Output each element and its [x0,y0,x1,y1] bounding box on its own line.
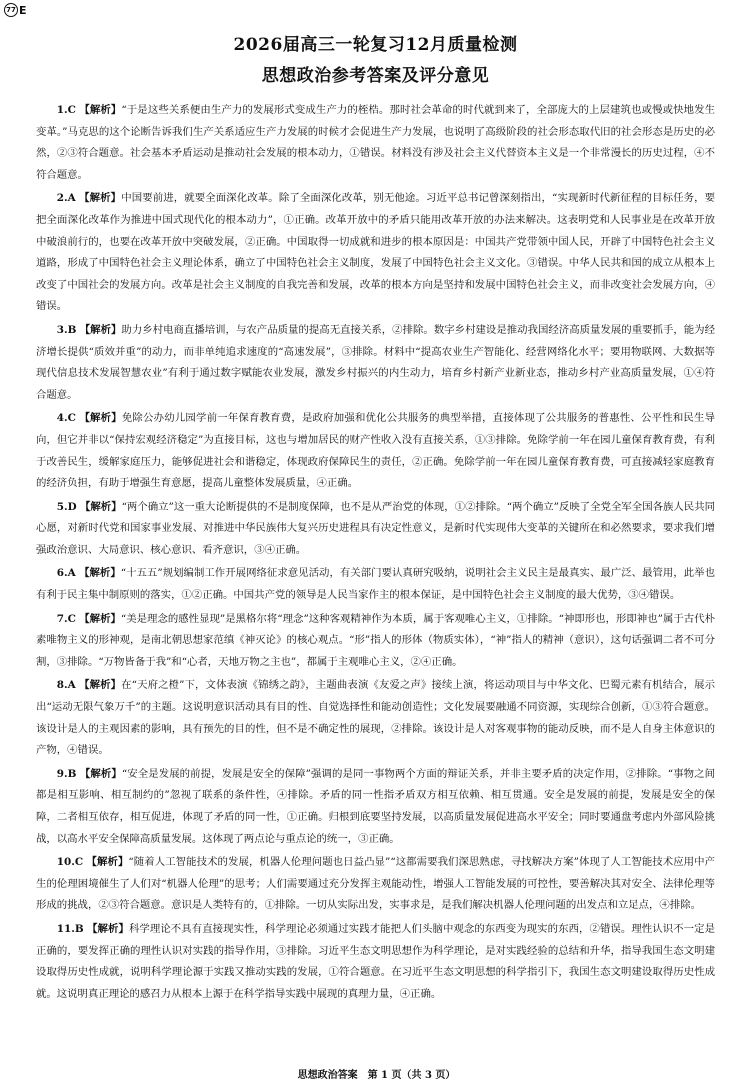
answer-item-9 [36,764,715,850]
analysis-tag: 【解析】 [79,323,122,336]
analysis-text: “随着人工智能技术的发展，机器人伦理问题也日益凸显”“这都需要我们深思熟虑，寻找解决方案”体现了人工智能技术应用中产生的伦理困境催生了人们对“机器人伦理”的思考；人们需要通过充分发挥主观能动性，增强人工智能发展的可控性，要善解决其对安全、法律伦理等形成的挑战，②③符合题意。意识是人类特有的，①排除。一切从实际出发，实事求是，是我们解决机器人伦理问题的出发点和立足点，④排除。 [36,856,716,912]
question-number: 3.B [56,323,77,336]
paper-code-badge [4,3,27,17]
analysis-tag: 【解析】 [79,412,122,425]
analysis-tag: 【解析】 [79,567,121,580]
answer-item-3 [36,320,715,406]
answer-item-10 [36,852,715,917]
page-footer: 思想政治答案 第 1 页（共 3 页） [297,1070,456,1081]
question-number: 10.C [56,856,84,869]
question-number: 4.C [56,412,76,425]
answer-item-4 [36,408,715,494]
analysis-text: 科学理论不具有直接现实性，科学理论必须通过实践才能把人们头脑中观念的东西变为现实的东西，②错误。理性认识不一定是正确的，要发挥正确的理性认识对实践的指导作用，③排除。习近平生态文明思想作为科学理论，是对实践经验的总结和升华，指导我国生态文明建设取得历史性成就，说明科学理论源于实践又推动实践的发展，①符合题意。在习近平生态文明思想的科学指引下，我国生态文明建设取得历史性成就。这说明真正理论的感召力从根本上源于在科学指导实践中展现的真理力量，④正确。 [36,922,716,1000]
question-number: 11.B [56,922,84,935]
analysis-text: “于是这些关系便由生产力的发展形式变成生产力的桎梏。那时社会革命的时代就到来了，全部庞大的上层建筑也或慢或快地发生变革。”马克思的这个论断告诉我们生产关系适应生产力发展的时候才会促进生产力发展，也说明了高级阶段的社会形态取代旧的社会形态是历史的必然，②③符合题意。社会基本矛盾运动是推动社会发展的根本动力，①错误。材料没有涉及社会主义代替资本主义是一个非常漫长的历史过程，④不符合题意。 [36,104,715,181]
analysis-text: “安全是发展的前提，发展是安全的保障”强调的是同一事物两个方面的辩证关系，并非主要矛盾的决定作用，②排除。“事物之间都是相互影响、相互制约的”忽视了联系的条件性，④排除。矛盾的同一性指矛盾双方相互依赖、相互贯通。安全是发展的前提，发展是安全的保障，二者相互依存，相互促进，体现了矛盾的同一性，①正确。归根到底要坚持发展，以高质量发展促进高水平安全；同时要通盘考虑内外部风险挑战，以高水平安全保障高质量发展。这体现了两点论与重点论的统一，③正确。 [36,767,715,845]
analysis-text: “十五五”规划编制工作开展网络征求意见活动，有关部门要认真研究吸纳，说明社会主义民主是最真实、最广泛、最管用，此举也有利于民主集中制原则的落实，①②正确。中国共产党的领导是人民当家作主的根本保证，是中国特色社会主义制度的最大优势，③④错误。 [36,567,715,602]
answer-item-8 [36,675,715,761]
analysis-text: 中国要前进，就要全面深化改革。除了全面深化改革，别无他途。习近平总书记曾深刻指出，“实现新时代新征程的目标任务，要把全面深化改革作为推进中国式现代化的根本动力”，①正确。改革开放中的矛盾只能用改革开放的办法来解决。这表明党和人民事业是在改革开放中破浪前行的，也要在改革开放中突破发展，②正确。中国取得一切成就和进步的根本原因是：中国共产党带领中国人民，开辟了中国特色社会主义道路，形成了中国特色社会主义理论体系，确立了中国特色社会主义制度，发展了中国特色社会主义文化。③错误。中华人民共和国的成立从根本上改变了中国社会的发展方向。改革是社会主义制度的自我完善和发展，改革的根本方向是坚持和发展中国特色社会主义，而非改变社会发展方向，④错误。 [36,192,715,313]
answer-item-11 [36,919,715,1005]
paper-code-circle: 77 [4,3,18,17]
analysis-tag: 【解析】 [79,104,122,116]
question-number: 6.A [56,567,76,580]
answer-item-1 [36,100,715,186]
analysis-tag: 【解析】 [87,922,129,935]
analysis-tag: 【解析】 [79,767,122,780]
analysis-text: 助力乡村电商直播培训，与农产品质量的提高无直接关系，②排除。数字乡村建设是推动我国经济高质量发展的重要抓手，能为经济增长提供“质效并重”的动力，而非单纯追求速度的“高速发展”，③排除。材料中“提高农业生产智能化、经营网络化水平；要用物联网、大数据等现代信息技术发展智慧农业”有利于通过数字赋能农业发展，激发乡村振兴的内生动力，培育乡村新产业新业态，推动乡村产业高质量发展，①④符合题意。 [36,323,715,401]
question-number: 9.B [56,767,77,780]
analysis-text: “两个确立”这一重大论断提供的不是制度保障，也不是从严治党的体现，①②排除。“两个确立”反映了全党全军全国各族人民共同心愿，对新时代党和国家事业发展、对推进中华民族伟大复兴历史进程具有决定性意义，是新时代实现伟大变革的关键所在和必然要求，要求我们增强政治意识、大局意识、核心意识、看齐意识，③④正确。 [36,500,715,556]
analysis-tag: 【解析】 [86,856,129,869]
answer-list [36,100,715,1005]
analysis-tag: 【解析】 [79,500,122,513]
answer-item-2 [36,188,715,318]
answer-item-5 [36,497,715,562]
analysis-text: “美是理念的感性显现”是黑格尔将“理念”这种客观精神作为本质，属于客观唯心主义，①排除。“神即形也，形即神也”属于古代朴素唯物主义的形神观，是南北朝思想家范缜《神灭论》的核心观点。“形”指人的形体（物质实体），“神”指人的精神（意识），这句话强调二者不可分割，③排除。“万物皆备于我”和“心者，天地万物之主也”，都属于主观唯心主义，②④正确。 [36,612,715,668]
analysis-text: 在“天府之橙”下，文体表演《锦绣之韵》，主题曲表演《友爱之声》接续上演，将运动项目与中华文化、巴蜀元素有机结合，展示出“运动无限气象万千”的主题。这说明意识活动具有目的性、自觉选择性和能动创造性；文化发展要融通不同资源，实现综合创新，①③符合题意。该设计是人的主观因素的影响，具有预先的目的性，但不是不确定性的展现，②排除。该设计是人对客观事物的能动反映，而不是人自身主体意识的产物，④错误。 [36,679,716,757]
answer-item-6 [36,563,715,606]
answer-subtitle: 思想政治参考答案及评分意见 [261,66,490,86]
analysis-tag: 【解析】 [79,192,122,205]
analysis-text: 免除公办幼儿园学前一年保育教育费，是政府加强和优化公共服务的典型举措，直接体现了公共服务的普惠性、公平性和民生导向，但它并非以“保持宏观经济稳定”为直接目标，这也与增加居民的财产性收入没有直接关系，①③排除。免除学前一年在园儿童保育教育费，有利于改善民生，缓解家庭压力，能够促进社会和谐稳定，体现政府保障民生的责任，②正确。免除学前一年在园儿童保育教育费，可直接减轻家庭教育的经济负担，有助于增强生育意愿，提高儿童整体发展质量，④正确。 [36,412,715,490]
analysis-tag: 【解析】 [79,612,121,625]
answer-item-7 [36,609,715,674]
question-number: 2.A [56,192,76,205]
question-number: 5.D [56,500,77,513]
exam-title: 2026届高三一轮复习12月质量检测 [233,35,518,55]
question-number: 1.C [56,104,76,116]
paper-code-letter: E [19,3,27,17]
analysis-tag: 【解析】 [79,679,122,692]
question-number: 8.A [56,679,76,692]
question-number: 7.C [56,612,76,625]
